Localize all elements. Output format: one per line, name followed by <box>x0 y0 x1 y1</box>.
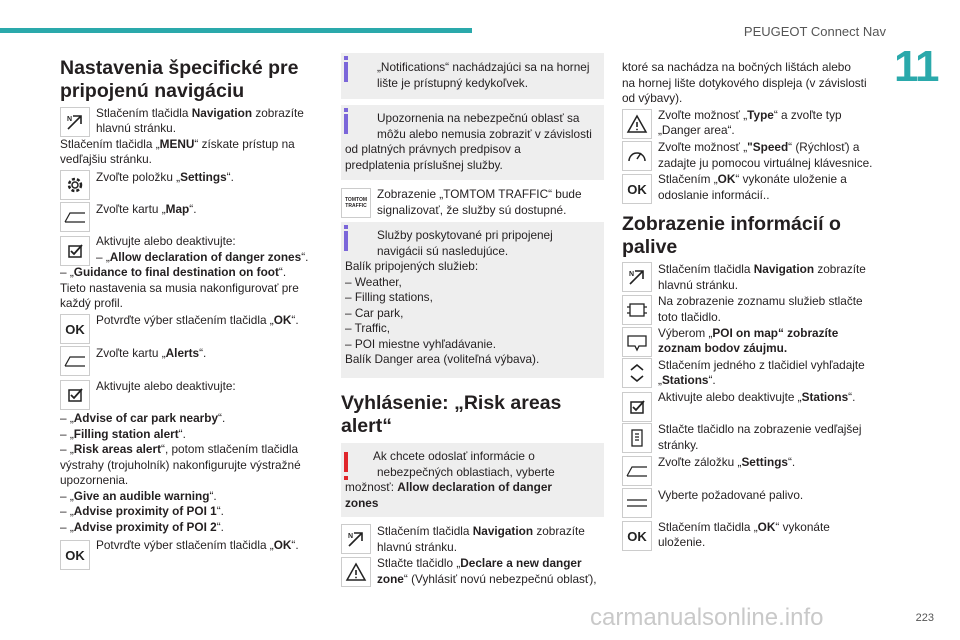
text-line: Zobrazenie „TOMTOM TRAFFIC“ bude <box>377 187 582 201</box>
warning-icon <box>344 452 348 472</box>
text-line: hlavnú stránku. <box>658 278 739 292</box>
text-line: ktoré sa nachádza na bočných lištách alebo <box>622 60 851 74</box>
navigation-icon <box>60 107 90 137</box>
text-line: – „Risk areas alert“, potom stlačením tlačidla <box>60 442 299 456</box>
info-icon <box>344 114 348 134</box>
text-line: Ak chcete odoslať informácie o <box>373 449 535 463</box>
secondary-page-icon <box>622 423 652 453</box>
text-line: Stlačením „OK“ vykonáte uloženie a <box>658 172 847 186</box>
section-heading-risk-areas: Vyhlásenie: „Risk areas alert“ <box>341 392 562 437</box>
text-line: zoznam bodov záujmu. <box>658 341 788 355</box>
gear-icon <box>60 170 90 200</box>
ok-icon: OK <box>622 521 652 551</box>
text-line: – „Guidance to final destination on foot“. <box>60 265 287 279</box>
svg-text:N: N <box>629 271 635 278</box>
text-line: Balík Danger area (voliteľná výbava). <box>345 352 540 366</box>
text-line: môžu alebo nemusia zobraziť v závislosti <box>377 127 592 141</box>
text-line: každý profil. <box>60 296 123 310</box>
speedometer-icon <box>622 141 652 171</box>
watermark: carmanualsonline.info <box>590 604 824 631</box>
text-line: Vyberte požadované palivo. <box>658 488 804 502</box>
tab-icon <box>622 456 652 486</box>
text-line: Upozornenia na nebezpečnú oblasť sa <box>377 111 580 125</box>
info-icon <box>344 231 348 251</box>
text-line: navigácii sú nasledujúce. <box>377 244 509 258</box>
text-line: Stlačením tlačidla Navigation zobrazíte <box>377 524 585 538</box>
text-line: Stlačením jedného z tlačidiel vyhľadajte <box>658 358 865 372</box>
ok-icon: OK <box>622 174 652 204</box>
text-line: – „Filling station alert“. <box>60 427 186 441</box>
text-line: Stlačte tlačidlo „Declare a new danger <box>377 556 582 570</box>
warning-triangle-icon <box>341 557 371 587</box>
list-item-icon <box>622 488 652 518</box>
header-accent-bar <box>0 28 472 33</box>
text-line: zone“ (Vyhlásiť novú nebezpečnú oblasť), <box>377 572 597 586</box>
poi-map-icon <box>622 327 652 357</box>
svg-text:N: N <box>348 533 354 540</box>
text-line: – „Advise of car park nearby“. <box>60 411 226 425</box>
text-line: výstrahy (trojuholník) nakonfigurujte výstražné <box>60 458 301 472</box>
text-line: zadajte ju pomocou virtuálnej klávesnice. <box>658 156 873 170</box>
text-line: Potvrďte výber stlačením tlačidla „OK“. <box>96 313 299 327</box>
text-line: – POI miestne vyhľadávanie. <box>345 337 496 351</box>
svg-text:N: N <box>67 116 73 123</box>
text-line: uloženie. <box>658 535 706 549</box>
text-line: Aktivujte alebo deaktivujte: <box>96 379 236 393</box>
text-line: – „Give an audible warning“. <box>60 489 217 503</box>
section-heading-fuel-info: Zobrazenie informácií o palive <box>622 213 841 258</box>
text-line: Aktivujte alebo deaktivujte „Stations“. <box>658 390 856 404</box>
text-line: hlavnú stránku. <box>96 121 177 135</box>
text-line: Zvoľte záložku „Settings“. <box>658 455 796 469</box>
navigation-icon <box>622 262 652 292</box>
chapter-number: 11 <box>894 42 939 91</box>
text-line: toto tlačidlo. <box>658 310 721 324</box>
navigation-icon <box>341 524 371 554</box>
tab-icon <box>60 202 90 232</box>
warning-note <box>341 443 604 517</box>
text-line: – Filling stations, <box>345 290 433 304</box>
text-line: signalizovať, že služby sú dostupné. <box>377 203 567 217</box>
checkbox-icon <box>622 392 652 422</box>
info-note <box>341 53 604 99</box>
text-line: Zvoľte možnosť „Type“ a zvoľte typ <box>658 108 842 122</box>
text-line: „Danger area“. <box>658 123 735 137</box>
text-line: vedľajšiu stránku. <box>60 152 152 166</box>
text-line: zones <box>345 496 379 510</box>
text-line: predplatenia príslušnej služby. <box>345 158 503 172</box>
checkbox-icon <box>60 380 90 410</box>
text-line: Zvoľte možnosť „"Speed“ (Rýchlosť) a <box>658 140 860 154</box>
section-heading-connected-nav: Nastavenia špecifické pre pripojenú navigáciu <box>60 57 299 102</box>
text-line: Tieto nastavenia sa musia nakonfigurovať pre <box>60 281 299 295</box>
text-line: Stlačením tlačidla Navigation zobrazíte <box>658 262 866 276</box>
text-line: Stlačte tlačidlo na zobrazenie vedľajšej <box>658 422 862 436</box>
text-line: od platných právnych predpisov a <box>345 142 521 156</box>
tab-icon <box>60 346 90 376</box>
info-note <box>341 105 604 180</box>
header-title: PEUGEOT Connect Nav <box>743 24 886 39</box>
text-line: Stlačením tlačidla Navigation zobrazíte <box>96 106 304 120</box>
text-line: – Traffic, <box>345 321 391 335</box>
text-line: možnosť: Allow declaration of danger <box>345 480 552 494</box>
text-line: Zvoľte kartu „Map“. <box>96 202 197 216</box>
text-line: odoslanie informácií.. <box>658 188 770 202</box>
tomtom-traffic-logo: TOMTOM TRAFFIC <box>341 188 371 218</box>
text-line: od výbavy). <box>622 91 683 105</box>
checkbox-icon <box>60 236 90 266</box>
text-line: hlavnú stránku. <box>377 540 458 554</box>
warning-triangle-icon <box>622 109 652 139</box>
text-line: Na zobrazenie zoznamu služieb stlačte <box>658 294 863 308</box>
chevrons-icon <box>622 358 652 388</box>
text-line: – Weather, <box>345 275 402 289</box>
text-line: Potvrďte výber stlačením tlačidla „OK“. <box>96 538 299 552</box>
text-line: nebezpečných oblastiach, vyberte <box>377 465 555 479</box>
text-line: – „Advise proximity of POI 1“. <box>60 504 224 518</box>
text-line: Služby poskytované pri pripojenej <box>377 228 553 242</box>
services-list-icon <box>622 295 652 325</box>
ok-icon: OK <box>60 314 90 344</box>
text-line: Aktivujte alebo deaktivujte: <box>96 234 236 248</box>
text-line: stránky. <box>658 438 699 452</box>
text-line: Zvoľte kartu „Alerts“. <box>96 346 207 360</box>
text-line: Výberom „POI on map“ zobrazíte <box>658 326 839 340</box>
text-line: Stlačením tlačidla „OK“ vykonáte <box>658 520 830 534</box>
text-line: Zvoľte položku „Settings“. <box>96 170 234 184</box>
info-icon <box>344 62 348 82</box>
text-line: – Car park, <box>345 306 404 320</box>
text-line: „Notifications“ nachádzajúci sa na hornej <box>377 60 590 74</box>
text-line: upozornenia. <box>60 473 129 487</box>
text-line: – „Allow declaration of danger zones“. <box>96 250 309 264</box>
text-line: lište je prístupný kedykoľvek. <box>377 76 528 90</box>
text-line: Balík pripojených služieb: <box>345 259 479 273</box>
ok-icon: OK <box>60 540 90 570</box>
page-number: 223 <box>915 612 934 624</box>
text-line: Stlačením tlačidla „MENU“ získate prístup na <box>60 137 295 151</box>
text-line: na hornej lište dotykového displeja (v závislosti <box>622 76 867 90</box>
text-line: „Stations“. <box>658 373 716 387</box>
text-line: – „Advise proximity of POI 2“. <box>60 520 224 534</box>
info-note <box>341 222 604 378</box>
